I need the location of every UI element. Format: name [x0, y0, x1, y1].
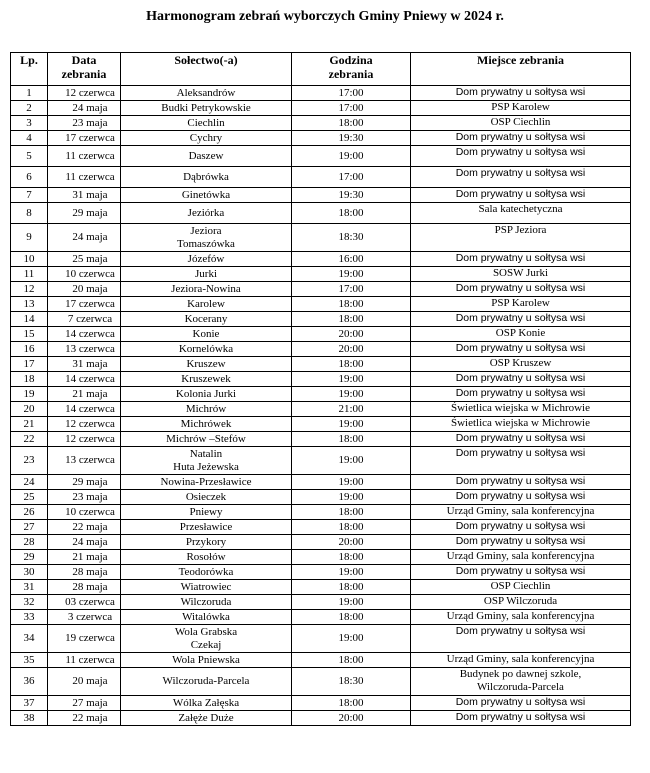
- cell-village: Wólka Załęska: [121, 696, 292, 711]
- cell-place: OSP Wilczoruda: [411, 595, 631, 610]
- cell-place: Dom prywatny u sołtysa wsi: [411, 432, 631, 447]
- cell-place: Sala katechetyczna: [411, 203, 631, 224]
- cell-place: Urząd Gminy, sala konferencyjna: [411, 610, 631, 625]
- cell-date: 7 czerwca: [48, 312, 121, 327]
- cell-lp: 17: [11, 357, 48, 372]
- cell-place: Dom prywatny u sołtysa wsi: [411, 447, 631, 475]
- table-row: [11, 475, 631, 490]
- cell-hour: 18:00: [292, 610, 411, 625]
- table-row: [11, 282, 631, 297]
- cell-village: Ciechlin: [121, 116, 292, 131]
- cell-hour: 16:00: [292, 252, 411, 267]
- cell-village: Jeziora-Nowina: [121, 282, 292, 297]
- cell-hour: 20:00: [292, 711, 411, 726]
- cell-village: Witalówka: [121, 610, 292, 625]
- cell-lp: 30: [11, 565, 48, 580]
- cell-date: 29 maja: [48, 203, 121, 224]
- cell-village: Cychry: [121, 131, 292, 146]
- cell-date: 19 czerwca: [48, 625, 121, 653]
- cell-lp: 25: [11, 490, 48, 505]
- cell-place: Dom prywatny u sołtysa wsi: [411, 490, 631, 505]
- cell-village: Pniewy: [121, 505, 292, 520]
- cell-place: Dom prywatny u sołtysa wsi: [411, 565, 631, 580]
- cell-lp: 1: [11, 86, 48, 101]
- cell-hour: 19:00: [292, 595, 411, 610]
- cell-place: OSP Ciechlin: [411, 580, 631, 595]
- cell-village: Osieczek: [121, 490, 292, 505]
- cell-hour: 19:00: [292, 475, 411, 490]
- cell-place: PSP Karolew: [411, 297, 631, 312]
- cell-hour: 18:00: [292, 312, 411, 327]
- cell-village: Michrów –Stefów: [121, 432, 292, 447]
- cell-village: Kornelówka: [121, 342, 292, 357]
- cell-lp: 34: [11, 625, 48, 653]
- cell-place: OSP Ciechlin: [411, 116, 631, 131]
- cell-hour: 17:00: [292, 86, 411, 101]
- cell-village: Michrówek: [121, 417, 292, 432]
- header-date-line2: zebrania: [61, 67, 107, 81]
- cell-date: 11 czerwca: [48, 653, 121, 668]
- cell-date: 17 czerwca: [48, 297, 121, 312]
- table-row: [11, 653, 631, 668]
- cell-date: 24 maja: [48, 101, 121, 116]
- cell-lp: 38: [11, 711, 48, 726]
- cell-lp: 31: [11, 580, 48, 595]
- cell-lp: 13: [11, 297, 48, 312]
- cell-date: 21 maja: [48, 550, 121, 565]
- cell-hour: 19:00: [292, 625, 411, 653]
- cell-hour: 18:00: [292, 116, 411, 131]
- cell-hour: 17:00: [292, 282, 411, 297]
- cell-date: 10 czerwca: [48, 267, 121, 282]
- cell-lp: 26: [11, 505, 48, 520]
- cell-hour: 18:00: [292, 520, 411, 535]
- cell-hour: 18:00: [292, 653, 411, 668]
- cell-hour: 18:00: [292, 550, 411, 565]
- cell-lp: 12: [11, 282, 48, 297]
- cell-village: Nowina-Przesławice: [121, 475, 292, 490]
- cell-village: Wola Pniewska: [121, 653, 292, 668]
- table-row: [11, 447, 631, 475]
- table-row: [11, 372, 631, 387]
- cell-lp: 5: [11, 146, 48, 167]
- table-row: [11, 417, 631, 432]
- table-row: [11, 625, 631, 653]
- cell-lp: 4: [11, 131, 48, 146]
- cell-lp: 32: [11, 595, 48, 610]
- cell-date: 13 czerwca: [48, 447, 121, 475]
- cell-hour: 18:00: [292, 505, 411, 520]
- cell-hour: 18:30: [292, 668, 411, 696]
- header-place: Miejsce zebrania: [411, 53, 631, 86]
- cell-date: 17 czerwca: [48, 131, 121, 146]
- cell-hour: 18:00: [292, 297, 411, 312]
- cell-date: 14 czerwca: [48, 372, 121, 387]
- cell-hour: 19:00: [292, 387, 411, 402]
- cell-hour: 21:00: [292, 402, 411, 417]
- cell-place: Dom prywatny u sołtysa wsi: [411, 520, 631, 535]
- cell-place: PSP Jeziora: [411, 224, 631, 252]
- table-row: [11, 595, 631, 610]
- table-row: [11, 610, 631, 625]
- cell-place: Dom prywatny u sołtysa wsi: [411, 625, 631, 653]
- table-row: [11, 432, 631, 447]
- cell-village: Teodorówka: [121, 565, 292, 580]
- cell-village-line1: Wola Grabska: [174, 625, 238, 638]
- cell-lp: 16: [11, 342, 48, 357]
- cell-village-line2: Czekaj: [190, 638, 222, 651]
- cell-lp: 23: [11, 447, 48, 475]
- cell-hour: 19:00: [292, 146, 411, 167]
- table-row: [11, 402, 631, 417]
- cell-lp: 19: [11, 387, 48, 402]
- cell-date: 25 maja: [48, 252, 121, 267]
- cell-lp: 21: [11, 417, 48, 432]
- table-row: [11, 188, 631, 203]
- table-row: [11, 550, 631, 565]
- table-row: [11, 535, 631, 550]
- cell-hour: 19:00: [292, 372, 411, 387]
- cell-date: 12 czerwca: [48, 417, 121, 432]
- schedule-table: [10, 52, 631, 726]
- cell-place: SOSW Jurki: [411, 267, 631, 282]
- cell-date: 14 czerwca: [48, 327, 121, 342]
- cell-date: 10 czerwca: [48, 505, 121, 520]
- table-row: [11, 668, 631, 696]
- table-header-row: [11, 53, 631, 86]
- cell-village: Daszew: [121, 146, 292, 167]
- cell-date: 23 maja: [48, 116, 121, 131]
- cell-village: Aleksandrów: [121, 86, 292, 101]
- cell-lp: 22: [11, 432, 48, 447]
- cell-lp: 33: [11, 610, 48, 625]
- cell-date: 29 maja: [48, 475, 121, 490]
- cell-village: Rosołów: [121, 550, 292, 565]
- cell-date: 24 maja: [48, 224, 121, 252]
- cell-lp: 3: [11, 116, 48, 131]
- cell-place: Dom prywatny u sołtysa wsi: [411, 342, 631, 357]
- cell-hour: 18:00: [292, 696, 411, 711]
- cell-date: 27 maja: [48, 696, 121, 711]
- cell-lp: 14: [11, 312, 48, 327]
- cell-place: Dom prywatny u sołtysa wsi: [411, 475, 631, 490]
- cell-village-line1: Jeziora: [190, 224, 222, 237]
- table-row: [11, 711, 631, 726]
- table-row: [11, 267, 631, 282]
- cell-place: Dom prywatny u sołtysa wsi: [411, 312, 631, 327]
- cell-hour: 19:00: [292, 565, 411, 580]
- cell-lp: 6: [11, 167, 48, 188]
- cell-place: [411, 668, 631, 696]
- table-row: [11, 357, 631, 372]
- cell-place: Dom prywatny u sołtysa wsi: [411, 696, 631, 711]
- cell-lp: 36: [11, 668, 48, 696]
- cell-hour: 18:30: [292, 224, 411, 252]
- cell-village: Wilczoruda: [121, 595, 292, 610]
- table-row: [11, 297, 631, 312]
- cell-village-line2: Huta Jeżewska: [173, 460, 239, 473]
- cell-place: Urząd Gminy, sala konferencyjna: [411, 653, 631, 668]
- table-row: [11, 224, 631, 252]
- table-row: [11, 203, 631, 224]
- cell-lp: 11: [11, 267, 48, 282]
- cell-village: Ginetówka: [121, 188, 292, 203]
- cell-hour: 19:00: [292, 447, 411, 475]
- cell-date: 12 czerwca: [48, 86, 121, 101]
- cell-hour: 19:30: [292, 131, 411, 146]
- table-row: [11, 565, 631, 580]
- cell-village: Michrów: [121, 402, 292, 417]
- cell-village: Konie: [121, 327, 292, 342]
- cell-village: Wiatrowiec: [121, 580, 292, 595]
- cell-date: 28 maja: [48, 565, 121, 580]
- cell-lp: 28: [11, 535, 48, 550]
- cell-place: Świetlica wiejska w Michrowie: [411, 417, 631, 432]
- cell-village: Załęże Duże: [121, 711, 292, 726]
- table-row: [11, 696, 631, 711]
- cell-date: 12 czerwca: [48, 432, 121, 447]
- cell-village: Kruszew: [121, 357, 292, 372]
- cell-village: [121, 625, 292, 653]
- cell-village: Kolonia Jurki: [121, 387, 292, 402]
- cell-village: Jurki: [121, 267, 292, 282]
- cell-lp: 7: [11, 188, 48, 203]
- cell-hour: 19:30: [292, 188, 411, 203]
- header-date-line1: Data: [71, 53, 97, 67]
- cell-date: 22 maja: [48, 711, 121, 726]
- cell-date: 22 maja: [48, 520, 121, 535]
- cell-place: Dom prywatny u sołtysa wsi: [411, 387, 631, 402]
- cell-lp: 10: [11, 252, 48, 267]
- cell-village-line1: Natalin: [189, 447, 223, 460]
- cell-lp: 24: [11, 475, 48, 490]
- table-row: [11, 167, 631, 188]
- cell-date: 21 maja: [48, 387, 121, 402]
- cell-hour: 20:00: [292, 342, 411, 357]
- cell-village: Wilczoruda-Parcela: [121, 668, 292, 696]
- table-row: [11, 327, 631, 342]
- cell-place: OSP Kruszew: [411, 357, 631, 372]
- cell-village: Dąbrówka: [121, 167, 292, 188]
- cell-lp: 15: [11, 327, 48, 342]
- table-row: [11, 387, 631, 402]
- table-row: [11, 580, 631, 595]
- table-row: [11, 101, 631, 116]
- cell-village: Kocerany: [121, 312, 292, 327]
- cell-date: 14 czerwca: [48, 402, 121, 417]
- cell-place: Dom prywatny u sołtysa wsi: [411, 146, 631, 167]
- cell-date: 20 maja: [48, 282, 121, 297]
- cell-hour: 18:00: [292, 432, 411, 447]
- cell-hour: 18:00: [292, 580, 411, 595]
- cell-lp: 20: [11, 402, 48, 417]
- cell-place: Dom prywatny u sołtysa wsi: [411, 252, 631, 267]
- cell-date: 11 czerwca: [48, 146, 121, 167]
- cell-place: Dom prywatny u sołtysa wsi: [411, 372, 631, 387]
- cell-village: Józefów: [121, 252, 292, 267]
- cell-date: 24 maja: [48, 535, 121, 550]
- header-village: Sołectwo(-a): [121, 53, 292, 86]
- cell-date: 28 maja: [48, 580, 121, 595]
- cell-lp: 35: [11, 653, 48, 668]
- header-lp: Lp.: [11, 53, 48, 86]
- cell-hour: 17:00: [292, 101, 411, 116]
- table-row: [11, 146, 631, 167]
- cell-place: Dom prywatny u sołtysa wsi: [411, 86, 631, 101]
- cell-village: [121, 447, 292, 475]
- cell-place: Urząd Gminy, sala konferencyjna: [411, 550, 631, 565]
- cell-hour: 19:00: [292, 417, 411, 432]
- cell-hour: 19:00: [292, 267, 411, 282]
- table-row: [11, 116, 631, 131]
- cell-village: Karolew: [121, 297, 292, 312]
- cell-place: Urząd Gminy, sala konferencyjna: [411, 505, 631, 520]
- cell-hour: 20:00: [292, 327, 411, 342]
- cell-date: 3 czerwca: [48, 610, 121, 625]
- table-row: [11, 342, 631, 357]
- cell-place-line2: Wilczoruda-Parcela: [477, 681, 564, 693]
- cell-place: Dom prywatny u sołtysa wsi: [411, 535, 631, 550]
- header-hour: [292, 53, 411, 86]
- cell-lp: 18: [11, 372, 48, 387]
- cell-place: Dom prywatny u sołtysa wsi: [411, 188, 631, 203]
- cell-village: Przesławice: [121, 520, 292, 535]
- cell-hour: 18:00: [292, 357, 411, 372]
- cell-place: Dom prywatny u sołtysa wsi: [411, 711, 631, 726]
- cell-date: 31 maja: [48, 188, 121, 203]
- cell-lp: 29: [11, 550, 48, 565]
- header-hour-line1: Godzina: [329, 53, 373, 67]
- cell-hour: 17:00: [292, 167, 411, 188]
- cell-date: 31 maja: [48, 357, 121, 372]
- cell-date: 20 maja: [48, 668, 121, 696]
- cell-village: Budki Petrykowskie: [121, 101, 292, 116]
- cell-date: 23 maja: [48, 490, 121, 505]
- cell-hour: 20:00: [292, 535, 411, 550]
- cell-place: Dom prywatny u sołtysa wsi: [411, 131, 631, 146]
- cell-place: Dom prywatny u sołtysa wsi: [411, 282, 631, 297]
- table-row: [11, 131, 631, 146]
- cell-date: 11 czerwca: [48, 167, 121, 188]
- cell-lp: 9: [11, 224, 48, 252]
- cell-place: Świetlica wiejska w Michrowie: [411, 402, 631, 417]
- cell-hour: 19:00: [292, 490, 411, 505]
- table-row: [11, 490, 631, 505]
- cell-date: 13 czerwca: [48, 342, 121, 357]
- cell-date: 03 czerwca: [48, 595, 121, 610]
- cell-village-line2: Tomaszówka: [177, 237, 235, 250]
- page-title: Harmonogram zebrań wyborczych Gminy Pniewy w 2024 r.: [146, 9, 504, 24]
- cell-lp: 8: [11, 203, 48, 224]
- table-row: [11, 520, 631, 535]
- header-date: [48, 53, 121, 86]
- table-row: [11, 505, 631, 520]
- cell-lp: 27: [11, 520, 48, 535]
- cell-place: OSP Konie: [411, 327, 631, 342]
- cell-hour: 18:00: [292, 203, 411, 224]
- cell-village: Jeziórka: [121, 203, 292, 224]
- table-row: [11, 86, 631, 101]
- cell-village: Kruszewek: [121, 372, 292, 387]
- cell-place: Dom prywatny u sołtysa wsi: [411, 167, 631, 188]
- cell-place-line1: Budynek po dawnej szkole,: [459, 668, 582, 680]
- cell-lp: 37: [11, 696, 48, 711]
- cell-place: PSP Karolew: [411, 101, 631, 116]
- cell-lp: 2: [11, 101, 48, 116]
- cell-village: [121, 224, 292, 252]
- table-row: [11, 312, 631, 327]
- cell-village: Przykory: [121, 535, 292, 550]
- header-hour-line2: zebrania: [328, 67, 374, 81]
- table-row: [11, 252, 631, 267]
